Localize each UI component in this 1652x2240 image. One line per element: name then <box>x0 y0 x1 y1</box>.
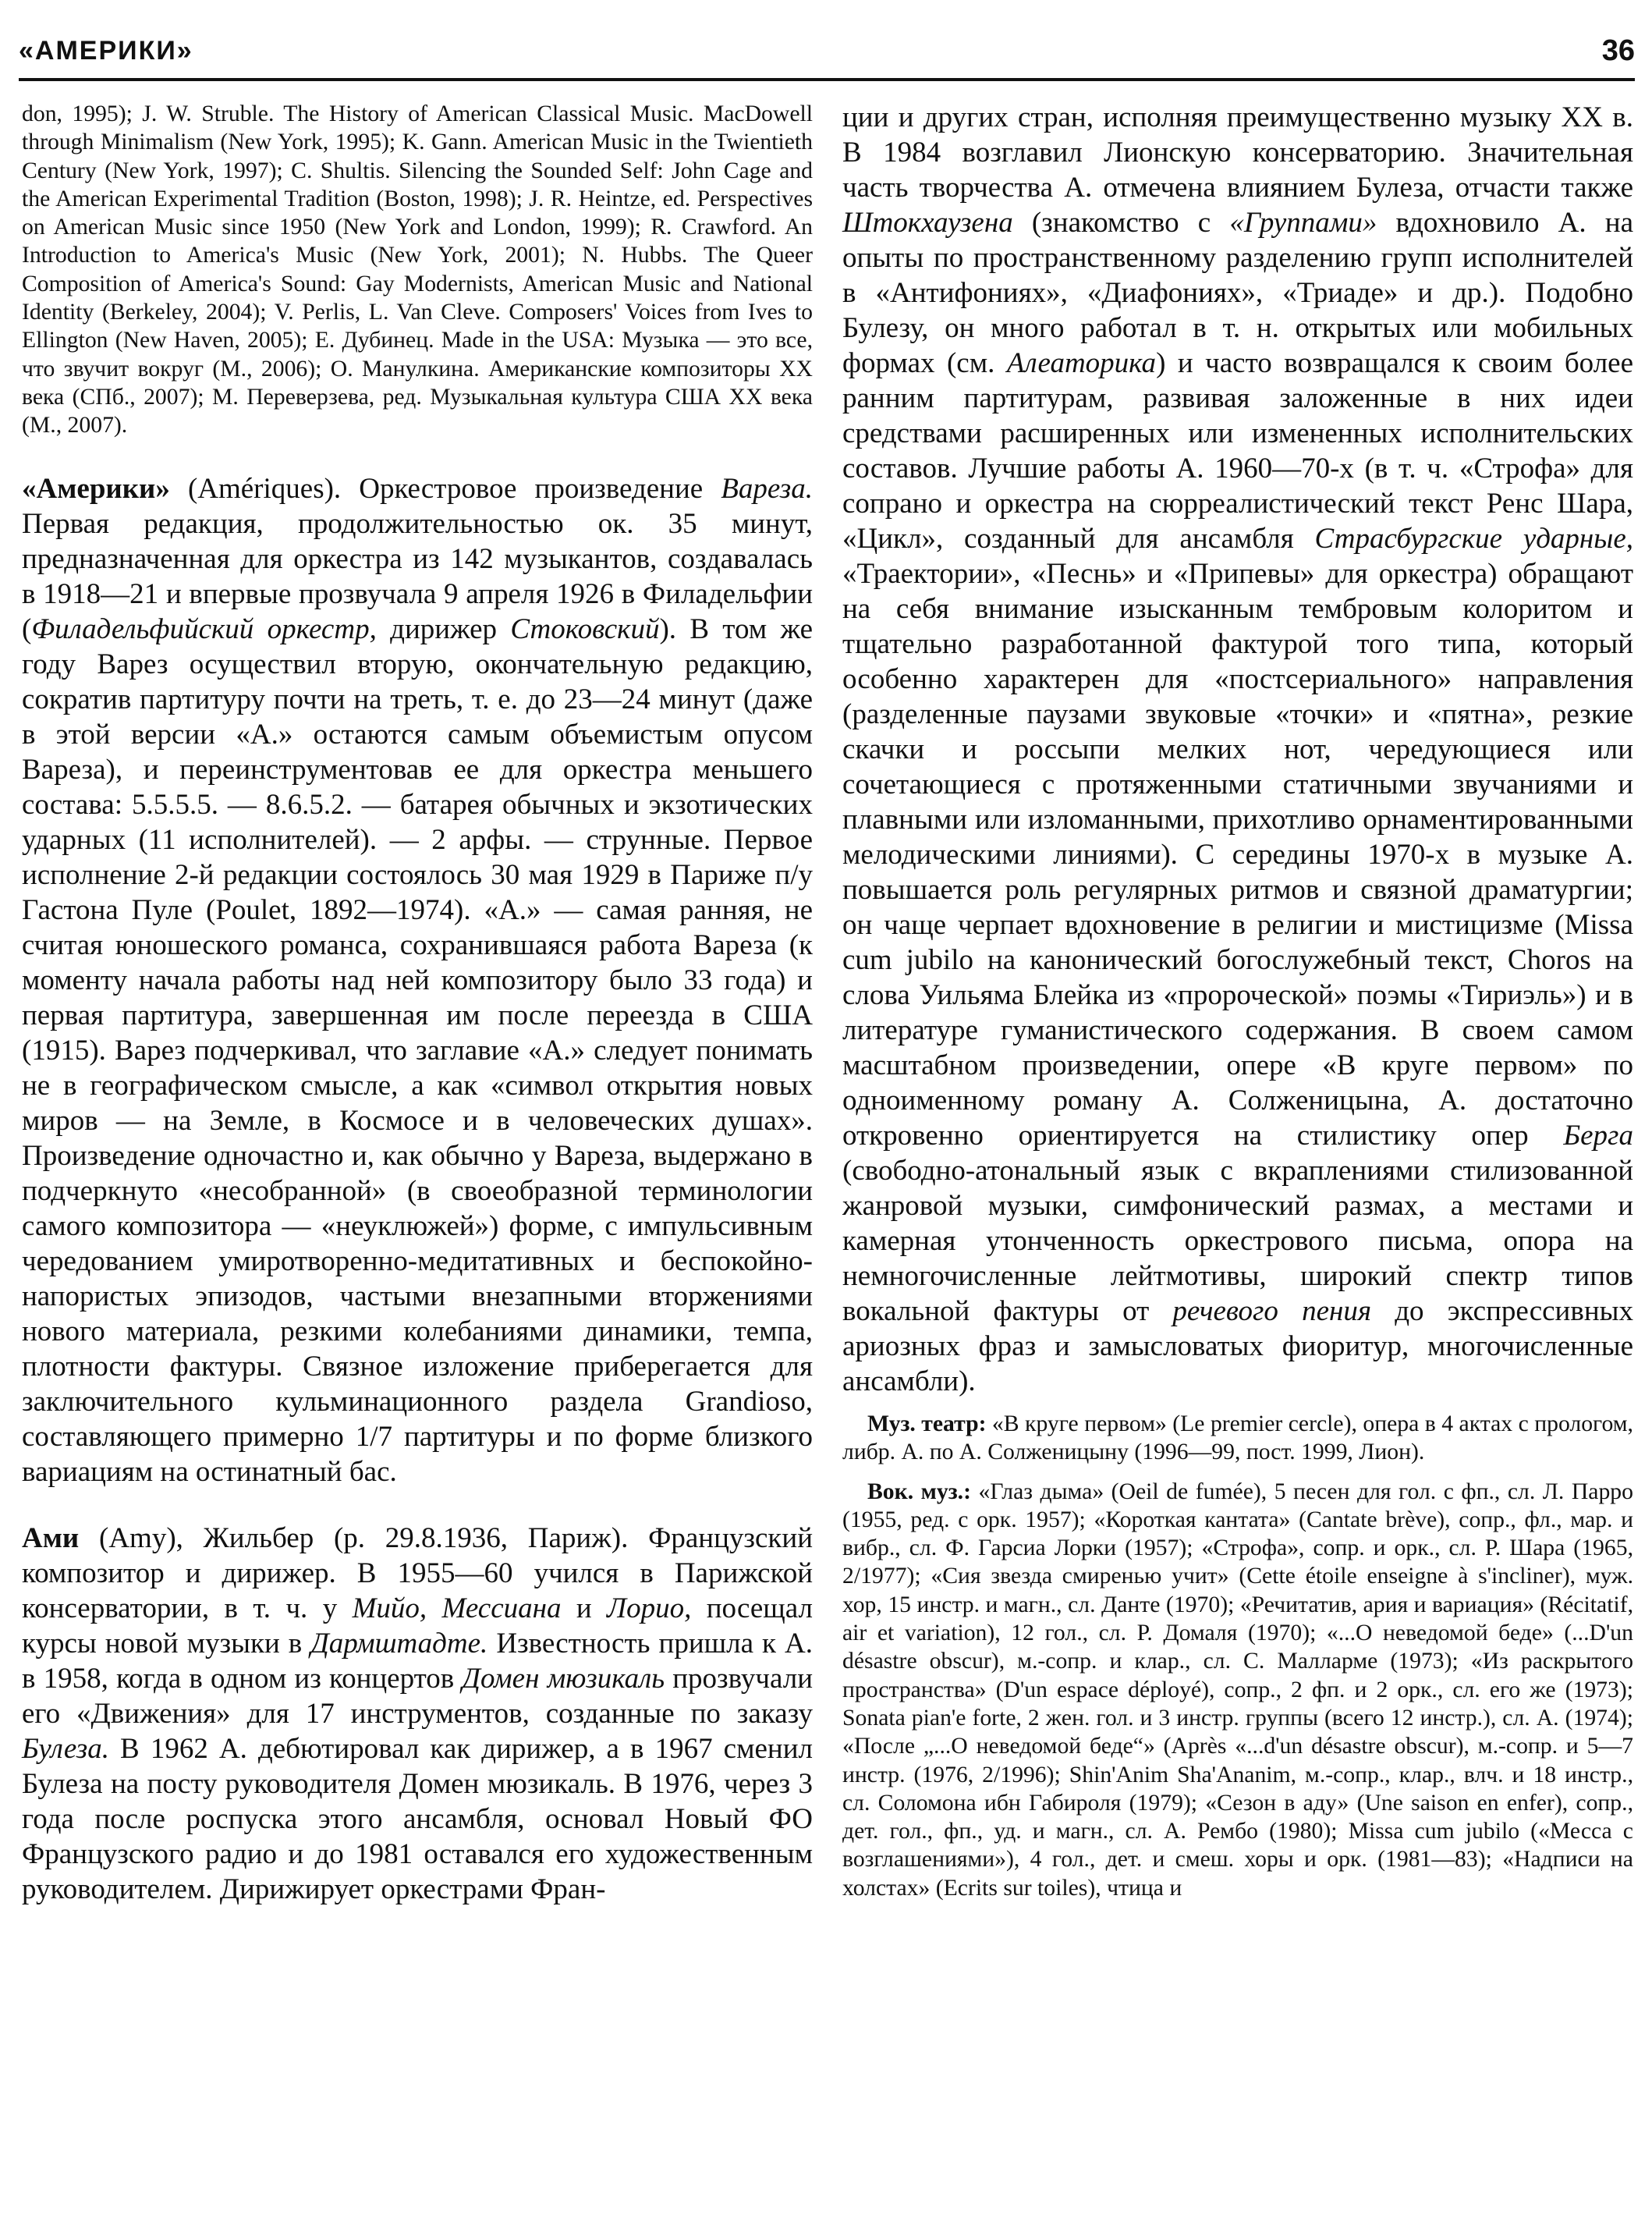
cross-ref-link[interactable]: Лорио, <box>607 1592 692 1624</box>
entry-amy-continuation: ции и других стран, исполняя преимущественно музыку XX в. В 1984 возглавил Лионскую консерваторию. Значительная часть творчества А. отмечена влиянием Булеза, отчасти также Штокхаузена (знакомство с «Группами» вдохновило А. на опыты по пространственному разделению групп исполнителей в «Антифониях», «Диафониях», «Триаде» и др.). Подобно Булезу, он много работал в т. н. открытых или мобильных формах (см. Алеаторика) и часто возвращался к своим более ранним партитурам, развивая заложенные в них идеи средствами расширенных или измененных исполнительских составов. Лучшие работы А. 1960—70-х (в т. ч. «Строфа» для сопрано и оркестра на сюрреалистический текст Ренс Шара, «Цикл», созданный для ансамбля Страсбургские ударные, «Траектории», «Песнь» и «Припевы» для оркестра) обращают на себя внимание изысканным тембровым колоритом и тщательно разработанной фактурой того типа, который особенно характерен для «постсериального» направления (разделенные паузами звуковые «точки» и «пятна», резкие скачки и россыпи мелких нот, чередующиеся или сочетающиеся с протяженными статичными звучаниями и плавными или изломанными, прихотливо орнаментированными мелодическими линиями). С середины 1970-х в музыке А. повышается роль регулярных ритмов и связной драматургии; он чаще черпает вдохновение в религии и мистицизме (Missa cum jubilo на канонический богослужебный текст, Choros на слова Уильяма Блейка из «пророческой» поэмы «Тириэль») и в литературе гуманистического содержания. В своем самом масштабном произведении, опере «В круге первом» по одноименному роману А. Солженицына, А. достаточно откровенно ориентируется на стилистику опер Берга (свободно-атональный язык с вкраплениями стилизованной жанровой музыки, симфонический размах, а местами и камерная утонченность оркестрового письма, опора на немногочисленные лейтмотивы, широкий спектр типов вокальной фактуры от речевого пения до экспрессивных ариозных фраз и замысловатых фиоритур, многочисленные ансамбли). <box>842 101 1634 1397</box>
headword-ameriques: «Америки» <box>22 472 170 505</box>
works-theater: Муз. театр: «В круге первом» (Le premier cercle), опера в 4 актах с прологом, либр. А. по А. Солженицыну (1996—99, пост. 1999, Лион). <box>842 1411 1633 1465</box>
entry-amy: Ами (Amy), Жильбер (р. 29.8.1936, Париж). Французский композитор и дирижер. В 1955—60 учился в Парижской консерватории, в т. ч. у Мийо, Мессиана и Лорио, посещал курсы новой музыки в Дармштадте. Известность пришла к А. в 1958, когда в одном из концертов Домен мюзикаль прозвучали его «Движения» для 17 инструментов, созданные по заказу Булеза. В 1962 А. дебютировал как дирижер, а в 1967 сменил Булеза на посту руководителя Домен мюзикаль. В 1976, через 3 года после роспуска этого ансамбля, основал Новый ФО Французского радио и до 1981 оставался его художественным руководителем. Дирижирует оркестрами Фран- <box>22 1521 813 1905</box>
works-vocal: Вок. муз.: «Глаз дыма» (Oeil de fumée), 5 песен для гол. с фп., сл. Л. Парро (1955, ред. с орк. 1957); «Короткая кантата» (Cantate brève), сопр., фл., мар. и вибр., сл. Ф. Гарсиа Лорки (1957); «Строфа», сопр. и орк., сл. Р. Шара (1965, 2/1977); «Сия звезда смиренью учит» (Cette étoile enseigne à s'incliner), муж. хор, 15 инстр. и магн., сл. Данте (1970); «Речитатив, ария и вариация» (Récitatif, air et variation), 12 гол., сл. Р. Домаля (1970); «...О неведомой беде» (...D'un désastre obscur), м.-сопр. и клар., сл. С. Малларме (1973); «Из раскрытого пространства» (D'un espace déployé), сопр., 2 фп. и 2 орк., сл. его же (1973); Sonata pian'e forte, 2 жен. гол. и 3 инстр. группы (всего 12 инстр.), сл. А. (1974); «После „...О неведомой беде“» (Après «...d'un désastre obscur), м.-сопр. и 5—7 инстр. (1976, 2/1996); Shin'Anim Sha'Ananim, м.-сопр., клар., влч. и 18 инстр., сл. Соломона ибн Габироля (1979); «Сезон в аду» (Une saison en enfer), сопр., дет. гол., фп., уд. и магн., сл. А. Рембо (1980); Missa cum jubilo («Месса с возглашениями»), 4 гол., дет. и смеш. хоры и орк. (1981—83); «Надписи на холстах» (Ecrits sur toiles), чтица и <box>842 1479 1633 1901</box>
entry-ameriques: «Америки» (Amériques). Оркестровое произведение Вареза. Первая редакция, продолжительностью ок. 35 минут, предназначенная для оркестра из 142 музыкантов, создавалась в 1918—21 и впервые прозвучала 9 апреля 1926 в Филадельфии (Филадельфийский оркестр, дирижер Стоковский). В том же году Варез осуществил вторую, окончательную редакцию, сократив партитуру почти на треть, т. е. до 23—24 минут (даже в этой версии «А.» остаются самым объемистым опусом Вареза), и переинструментовав ее для оркестра меньшего состава: 5.5.5.5. — 8.6.5.2. — батарея обычных и экзотических ударных (11 исполнителей). — 2 арфы. — струнные. Первое исполнение 2-й редакции состоялось 30 мая 1929 в Париже п/у Гастона Пуле (Poulet, 1892—1974). «А.» — самая ранняя, не считая юношеского романса, сохранившаяся работа Вареза (к моменту начала работы над ней композитору было 33 года) и первая партитура, завершенная им после переезда в США (1915). Варез подчеркивал, что заглавие «А.» следует понимать не в географическом смысле, а как «символ открытия новых миров — на Земле, в Космосе и в человеческих душах». Произведение одночастно и, как обычно у Вареза, выдержано в подчеркнуто «несобранной» (в своеобразной терминологии самого композитора — «неуклюжей») форме, с импульсивным чередованием умиротворенно-медитативных и беспокойно-напористых эпизодов, частыми внезапными вторжениями нового материала, резкими колебаниями динамики, темпа, плотности фактуры. Связное изложение приберегается для заключительного кульминационного раздела Grandioso, составляющего примерно 1/7 партитуры и по форме близкого вариациям на остинатный бас. <box>22 472 813 1488</box>
running-head: «АМЕРИКИ» <box>19 36 193 66</box>
cross-ref-link[interactable]: «Группами» <box>1229 207 1377 239</box>
page-header <box>19 31 1635 81</box>
cross-ref-link[interactable]: Булеза. <box>22 1732 109 1765</box>
cross-ref-link[interactable]: речевого пения <box>1172 1295 1372 1327</box>
headword-amy: Ами <box>22 1521 80 1554</box>
cross-ref-link[interactable]: Берга <box>1563 1120 1633 1152</box>
cross-ref-link[interactable]: Домен мюзикаль <box>462 1662 665 1695</box>
cross-ref-link[interactable]: Страсбургские ударные, <box>1314 523 1633 555</box>
page-number: 36 <box>1601 34 1635 67</box>
cross-ref-link[interactable]: Штокхаузена <box>842 207 1013 239</box>
works-vocal-label: Вок. муз.: <box>867 1479 971 1504</box>
cross-ref-link[interactable]: Филадельфийский оркестр, <box>31 612 377 645</box>
cross-ref-link[interactable]: Алеаторика <box>1006 347 1157 379</box>
cross-ref-link[interactable]: Вареза. <box>721 472 813 505</box>
right-column <box>842 100 1633 1902</box>
cross-ref-link[interactable]: Мийо, Мессиана <box>352 1592 562 1624</box>
works-theater-label: Муз. театр: <box>867 1411 987 1436</box>
cross-ref-link[interactable]: Стоковский <box>510 612 660 645</box>
cross-ref-link[interactable]: Дармштадте. <box>310 1627 488 1660</box>
bibliography-continuation: don, 1995); J. W. Struble. The History of American Classical Music. MacDowell through Minimalism (New York, 1995); K. Gann. American Music in the Twientieth Century (New York, 1997); C. Shultis. Silencing the Sounded Self: John Cage and the American Experimental Tradition (Boston, 1998); J. R. Heintze, ed. Perspectives on American Music since 1950 (New York and London, 1999); R. Crawford. An Introduction to America's Music (New York, 2001); N. Hubbs. The Queer Composition of America's Sound: Gay Modernists, American Music and National Identity (Berkeley, 2004); V. Perlis, L. Van Cleve. Composers' Voices from Ives to Ellington (New Haven, 2005); Е. Дубинец. Made in the USA: Музыка — это все, что звучит вокруг (М., 2006); О. Манулкина. Американские композиторы XX века (СПб., 2007); М. Переверзева, ред. Музыкальная культура США XX века (М., 2007). <box>22 101 813 438</box>
left-column <box>22 100 813 1907</box>
